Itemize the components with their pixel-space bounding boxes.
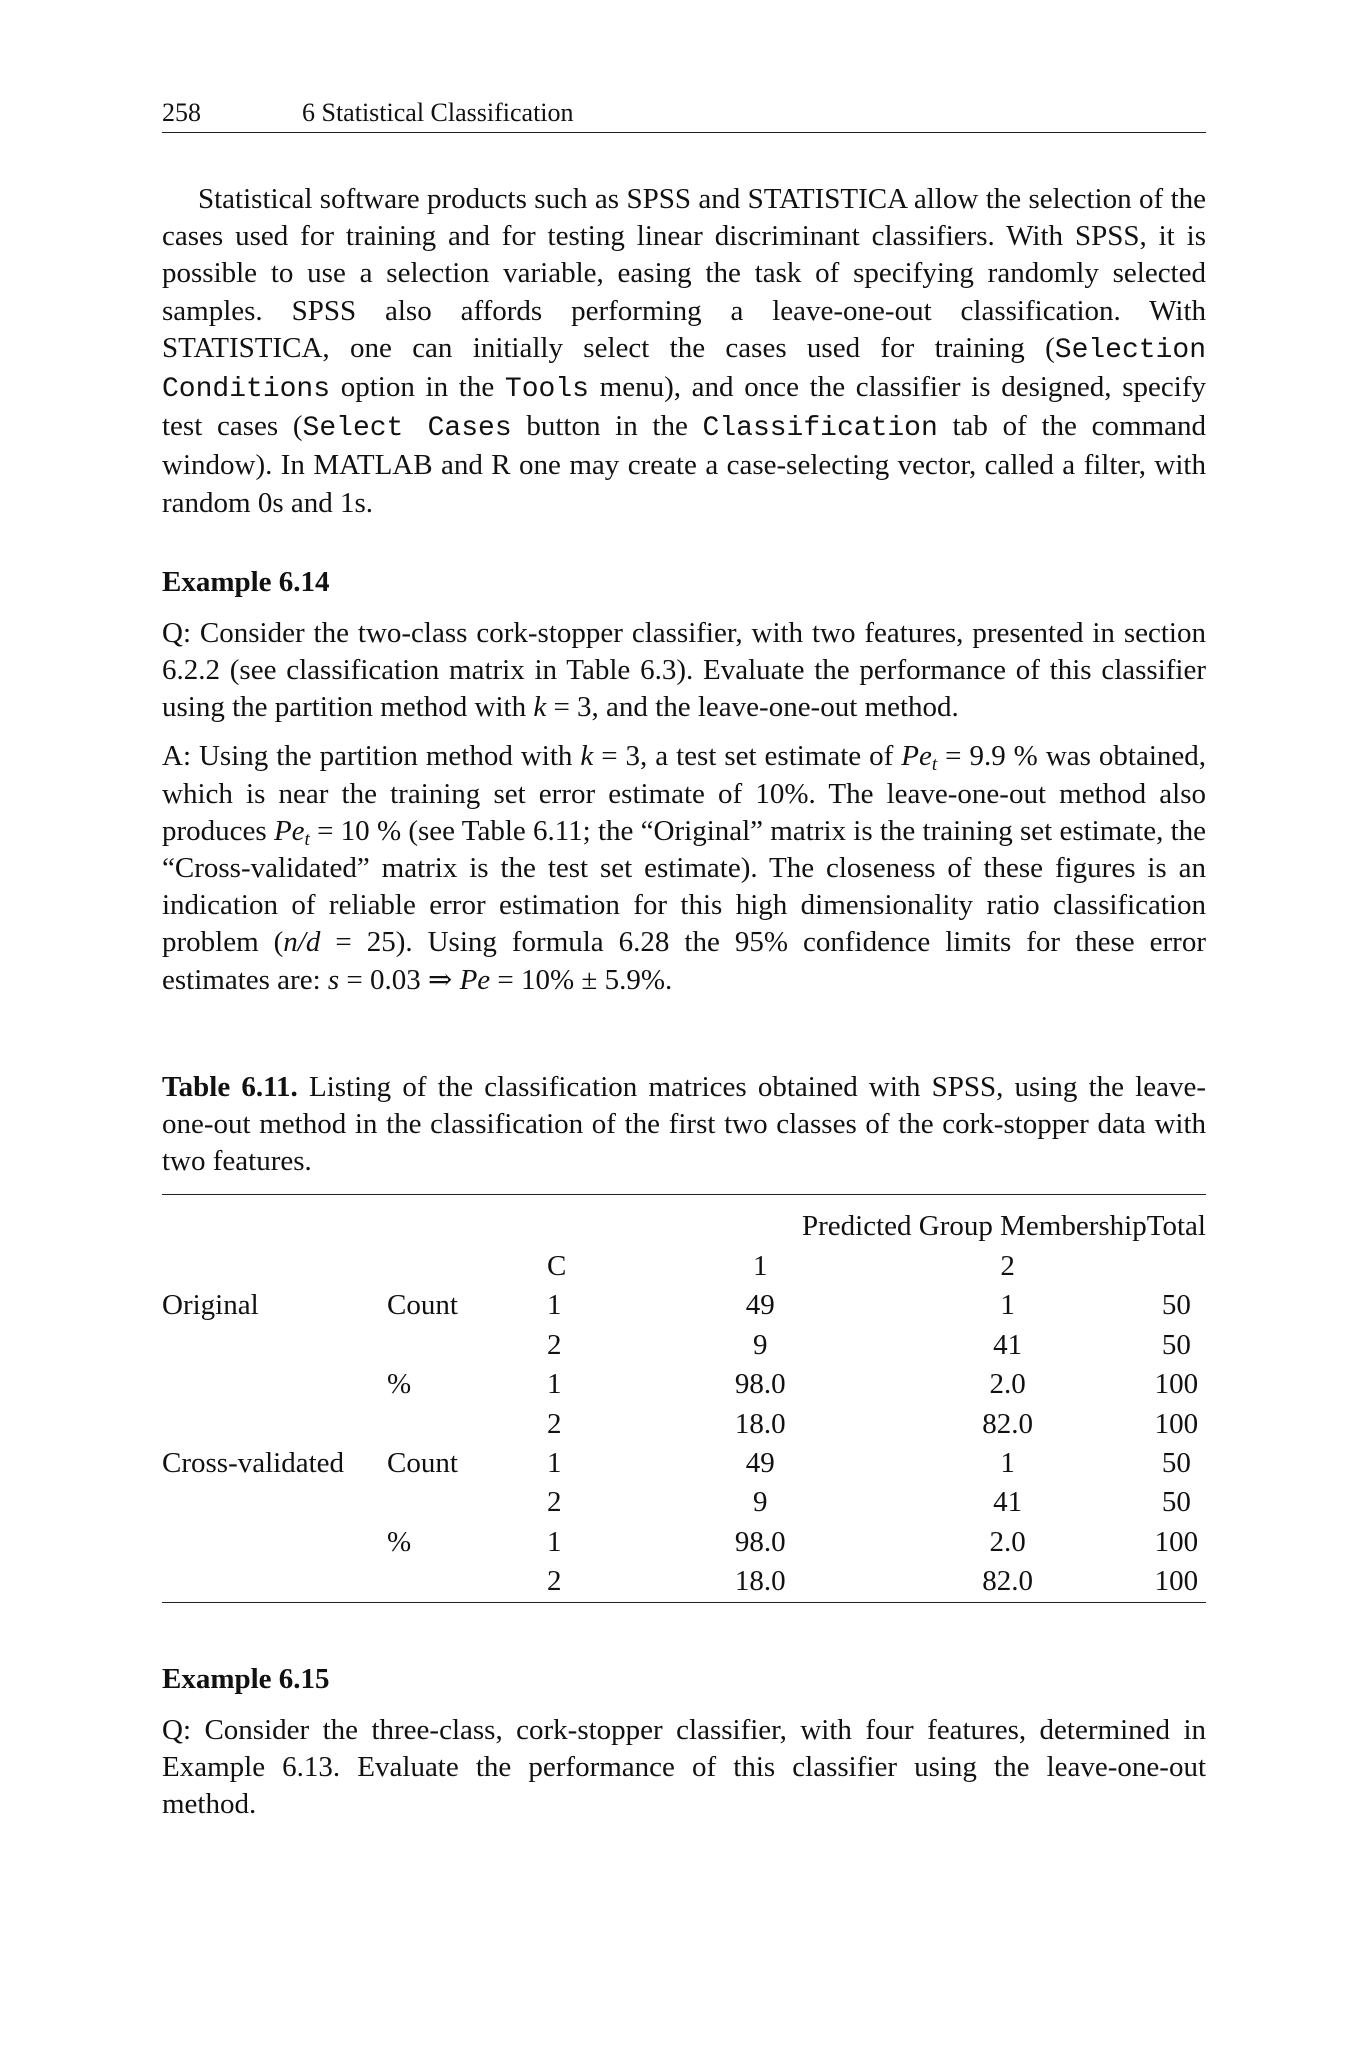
row-group-cell: Original — [162, 1289, 259, 1322]
subscript-t: t — [931, 754, 938, 776]
row-class-cell: 1 — [547, 1525, 562, 1558]
row-total-cell: 50 — [1161, 1289, 1191, 1322]
row-group-cell — [162, 1523, 387, 1562]
answer-text: = 25). Using formula 6.28 the 95% confidence limits for these error estimates are: — [162, 926, 1206, 996]
row-group-cell — [162, 1562, 387, 1602]
table-row — [162, 1405, 1206, 1444]
row-class-cell: 2 — [547, 1565, 562, 1598]
table-subheader-row — [162, 1247, 1206, 1286]
var-s: s — [327, 963, 340, 996]
code-selection-conditions: Selection Conditions — [162, 334, 1206, 406]
question-text: Q: Consider the two-class cork-stopper classifier, with two features, presented in section 6.2.2 (see classification matrix in Table 6.3). Evaluate the performance of this classifier using the partition method with — [162, 616, 1206, 724]
row-total-cell: 50 — [1161, 1328, 1191, 1361]
table-header-row — [162, 1195, 1206, 1247]
classification-matrix-table — [162, 1194, 1206, 1602]
table-row — [162, 1523, 1206, 1562]
row-total-cell: 100 — [1154, 1525, 1199, 1558]
row-group-cell — [162, 1326, 387, 1365]
page-number: 258 — [162, 98, 201, 127]
example-6-15-heading: Example 6.15 — [162, 1662, 330, 1695]
row-measure-cell — [387, 1405, 547, 1444]
row-class-cell: 1 — [547, 1446, 562, 1479]
row-pred-1-cell: 18.0 — [734, 1407, 786, 1440]
table-row — [162, 1444, 1206, 1483]
row-pred-2-cell: 2.0 — [989, 1525, 1026, 1558]
intro-text-1: Statistical software products such as SPSS and STATISTICA allow the selection of the cases used for training and for testing linear discriminant classifiers. With SPSS, it is possible to use a selection variable, easing the task of specifying randomly selected samples. SPSS also affords performing a leave-one-out classification. With STATISTICA, one can initially select the cases used for training ( — [162, 183, 1206, 364]
row-pred-1-cell: 9 — [753, 1486, 768, 1519]
row-pred-2-cell: 2.0 — [989, 1368, 1026, 1401]
answer-text: = 0.03 ⇒ — [339, 963, 460, 996]
row-pred-1-cell: 18.0 — [734, 1565, 786, 1598]
row-group-cell — [162, 1405, 387, 1444]
var-k: k — [533, 691, 547, 724]
header-total: Total — [1146, 1210, 1206, 1243]
var-pe: Pe — [459, 963, 491, 996]
table-6-11-caption — [162, 1069, 1206, 1181]
code-tools: Tools — [504, 374, 589, 406]
row-total-cell: 50 — [1161, 1486, 1191, 1519]
var-k: k — [580, 740, 594, 773]
row-pred-2-cell: 1 — [1000, 1289, 1015, 1322]
header-predicted-group: Predicted Group Membership — [802, 1210, 1147, 1243]
row-pred-1-cell: 49 — [745, 1446, 775, 1479]
subscript-t: t — [304, 828, 310, 850]
answer-text: = 3, a test set estimate of — [593, 740, 902, 773]
row-group-cell — [162, 1365, 387, 1404]
question-text: = 3, and the leave-one-out method. — [546, 691, 959, 724]
row-class-cell: 1 — [547, 1289, 562, 1322]
row-class-cell: 2 — [547, 1486, 562, 1519]
example-6-15-question: Q: Consider the three-class, cork-stopper classifier, with four features, determined in Example 6.13. Evaluate the performance of this classifier using the leave-one-out method. — [162, 1713, 1206, 1820]
row-pred-2-cell: 82.0 — [982, 1565, 1034, 1598]
book-page — [162, 92, 1206, 1823]
answer-text: = 10 % (see Table 6.11; the “Original” matrix is the training set estimate, the “Cross-validated” matrix is the test set estimate). The closeness of these figures is an indication of reliable error estimation for this high dimensionality ratio classification problem ( — [162, 814, 1207, 959]
var-pe: Pe — [901, 740, 932, 773]
row-measure-cell: Count — [387, 1446, 458, 1479]
subheader-2: 2 — [1000, 1249, 1015, 1282]
row-measure-cell — [387, 1562, 547, 1602]
running-header — [162, 92, 1206, 133]
answer-text: = 10% ± 5.9%. — [490, 963, 673, 996]
subheader-c: C — [547, 1249, 567, 1282]
code-select-cases: Select Cases — [302, 413, 512, 445]
row-pred-1-cell: 49 — [745, 1289, 775, 1322]
chapter-title: 6 Statistical Classification — [302, 98, 574, 127]
var-pe: Pe — [273, 814, 305, 847]
var-nd: n/d — [283, 926, 321, 959]
table-row — [162, 1483, 1206, 1522]
table-row — [162, 1326, 1206, 1365]
row-pred-2-cell: 82.0 — [982, 1407, 1034, 1440]
intro-text-2: option in the — [330, 371, 505, 404]
row-total-cell: 50 — [1161, 1446, 1191, 1479]
table-row — [162, 1286, 1206, 1325]
row-pred-2-cell: 1 — [1000, 1446, 1015, 1479]
row-measure-cell: % — [387, 1525, 412, 1558]
intro-text-4: button in the — [511, 410, 703, 443]
row-measure-cell — [387, 1483, 547, 1522]
answer-text: A: Using the partition method with — [162, 740, 581, 773]
row-group-cell — [162, 1483, 387, 1522]
intro-text-5: tab of the command window). In MATLAB and R one may create a case-selecting vector, called a filter, with random 0s and 1s. — [162, 410, 1206, 519]
row-pred-2-cell: 41 — [993, 1328, 1023, 1361]
row-group-cell: Cross-validated — [162, 1446, 345, 1479]
row-measure-cell — [387, 1326, 547, 1365]
code-classification: Classification — [702, 413, 938, 445]
row-total-cell: 100 — [1154, 1368, 1199, 1401]
row-measure-cell: Count — [387, 1289, 458, 1322]
example-6-14-question — [162, 615, 1206, 727]
answer-text: = 9.9 % was obtained, which is near the training set error estimate of 10%. The leave-one-out method also produces — [162, 740, 1206, 847]
row-pred-1-cell: 9 — [753, 1328, 768, 1361]
row-measure-cell: % — [387, 1368, 412, 1401]
row-class-cell: 1 — [547, 1368, 562, 1401]
table-row — [162, 1365, 1206, 1404]
caption-text: Listing of the classification matrices obtained with SPSS, using the leave-one-out method in the classification of the first two classes of the cork-stopper data with two features. — [162, 1070, 1206, 1178]
row-total-cell: 100 — [1154, 1407, 1199, 1440]
row-pred-1-cell: 98.0 — [734, 1368, 786, 1401]
row-pred-2-cell: 41 — [993, 1486, 1023, 1519]
example-6-14-answer — [162, 738, 1206, 998]
table-row — [162, 1562, 1206, 1602]
subheader-1: 1 — [753, 1249, 768, 1282]
intro-text-3: menu), and once the classifier is designed, specify test cases ( — [162, 371, 1206, 443]
row-class-cell: 2 — [547, 1407, 562, 1440]
caption-label: Table 6.11. — [162, 1070, 298, 1103]
intro-paragraph — [162, 181, 1206, 522]
row-total-cell: 100 — [1154, 1565, 1199, 1598]
row-class-cell: 2 — [547, 1328, 562, 1361]
example-6-14-heading: Example 6.14 — [162, 565, 330, 598]
row-pred-1-cell: 98.0 — [734, 1525, 786, 1558]
